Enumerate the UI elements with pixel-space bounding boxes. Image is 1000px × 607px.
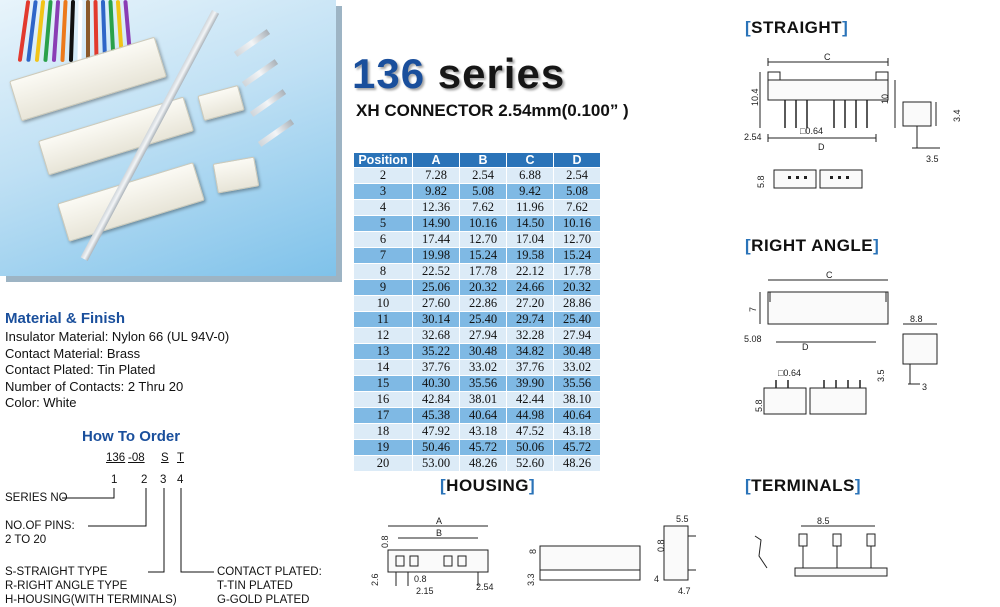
table-cell: 42.84 xyxy=(413,392,460,408)
table-cell: 28.86 xyxy=(554,296,601,312)
table-cell: 2 xyxy=(354,168,413,184)
order-heading: How To Order xyxy=(82,428,181,445)
right-angle-drawing xyxy=(740,268,1000,438)
dim-label: 3.5 xyxy=(876,369,886,382)
series-number: 136 xyxy=(352,50,426,97)
table-cell: 7.28 xyxy=(413,168,460,184)
dim-label: 3.5 xyxy=(926,154,939,164)
dim-label: 3.4 xyxy=(952,109,962,122)
table-cell: 14 xyxy=(354,360,413,376)
table-cell: 15.24 xyxy=(460,248,507,264)
section-terminals: [TERMINALS] xyxy=(745,476,862,495)
table-cell: 40.30 xyxy=(413,376,460,392)
table-cell: 33.02 xyxy=(460,360,507,376)
table-cell: 5 xyxy=(354,216,413,232)
table-cell: 35.56 xyxy=(554,376,601,392)
table-row xyxy=(354,344,601,360)
section-right-angle: [RIGHT ANGLE] xyxy=(745,236,880,255)
table-cell: 22.86 xyxy=(460,296,507,312)
table-cell: 14.50 xyxy=(507,216,554,232)
table-cell: 32.28 xyxy=(507,328,554,344)
straight-drawing xyxy=(740,50,1000,210)
table-row xyxy=(354,248,601,264)
table-cell: 34.82 xyxy=(507,344,554,360)
table-cell: 35.56 xyxy=(460,376,507,392)
table-row xyxy=(354,376,601,392)
table-cell: 25.40 xyxy=(460,312,507,328)
table-cell: 6.88 xyxy=(507,168,554,184)
order-code-part: S xyxy=(161,452,169,464)
order-series-no: SERIES NO xyxy=(5,492,68,504)
table-cell: 48.26 xyxy=(460,456,507,472)
table-cell: 12.36 xyxy=(413,200,460,216)
table-cell: 19 xyxy=(354,440,413,456)
table-header-cell: D xyxy=(554,153,601,168)
table-cell: 30.48 xyxy=(554,344,601,360)
order-index: 2 xyxy=(141,474,148,486)
table-cell: 5.08 xyxy=(460,184,507,200)
table-cell: 11.96 xyxy=(507,200,554,216)
table-cell: 7 xyxy=(354,248,413,264)
table-cell: 45.38 xyxy=(413,408,460,424)
material-line: Contact Material: Brass xyxy=(5,345,141,361)
table-row xyxy=(354,200,601,216)
table-row xyxy=(354,312,601,328)
dim-label: 7 xyxy=(748,306,758,312)
order-plating-line: CONTACT PLATED: xyxy=(217,566,322,578)
table-cell: 35.22 xyxy=(413,344,460,360)
table-row xyxy=(354,456,601,472)
table-cell: 12.70 xyxy=(554,232,601,248)
table-cell: 27.20 xyxy=(507,296,554,312)
section-straight: [STRAIGHT] xyxy=(745,18,849,37)
table-cell: 33.02 xyxy=(554,360,601,376)
order-code-part: 136 xyxy=(106,452,126,464)
dim-label: 0.8 xyxy=(414,574,427,584)
table-cell: 20 xyxy=(354,456,413,472)
table-cell: 12 xyxy=(354,328,413,344)
table-cell: 44.98 xyxy=(507,408,554,424)
dim-label: D xyxy=(818,142,825,152)
table-cell: 32.68 xyxy=(413,328,460,344)
dim-label: 8 xyxy=(528,548,538,554)
table-row xyxy=(354,328,601,344)
dim-label: 2.15 xyxy=(416,586,434,596)
table-header-cell: C xyxy=(507,153,554,168)
dim-label: 2.54 xyxy=(476,582,494,592)
table-cell: 50.06 xyxy=(507,440,554,456)
dim-label: 5.8 xyxy=(754,399,764,412)
table-cell: 7.62 xyxy=(554,200,601,216)
table-row xyxy=(354,392,601,408)
terminals-drawing xyxy=(745,506,895,586)
table-cell: 42.44 xyxy=(507,392,554,408)
dim-label: A xyxy=(436,516,443,526)
table-cell: 17 xyxy=(354,408,413,424)
table-cell: 27.94 xyxy=(460,328,507,344)
table-cell: 37.76 xyxy=(413,360,460,376)
order-type-line: S-STRAIGHT TYPE xyxy=(5,566,108,578)
housing-drawing xyxy=(360,506,710,606)
table-cell: 10 xyxy=(354,296,413,312)
dim-label: C xyxy=(824,52,831,62)
table-cell: 22.12 xyxy=(507,264,554,280)
small-header-photo xyxy=(213,157,260,194)
table-cell: 47.52 xyxy=(507,424,554,440)
table-header-row xyxy=(354,153,601,168)
series-title xyxy=(352,50,565,98)
table-cell: 11 xyxy=(354,312,413,328)
table-cell: 53.00 xyxy=(413,456,460,472)
table-cell: 27.60 xyxy=(413,296,460,312)
table-cell: 37.76 xyxy=(507,360,554,376)
table-cell: 9.82 xyxy=(413,184,460,200)
dim-label: □0.64 xyxy=(778,368,801,378)
dim-label: 3.3 xyxy=(526,573,536,586)
table-cell: 30.14 xyxy=(413,312,460,328)
table-cell: 15 xyxy=(354,376,413,392)
table-cell: 38.01 xyxy=(460,392,507,408)
dim-label: 5.8 xyxy=(756,175,766,188)
dim-label: 10 xyxy=(880,93,890,104)
table-row xyxy=(354,280,601,296)
table-cell: 39.90 xyxy=(507,376,554,392)
dim-label: □0.64 xyxy=(800,126,823,136)
table-cell: 29.74 xyxy=(507,312,554,328)
table-cell: 43.18 xyxy=(554,424,601,440)
dim-label: 10.4 xyxy=(750,88,760,106)
table-cell: 52.60 xyxy=(507,456,554,472)
table-cell: 3 xyxy=(354,184,413,200)
dim-label: 0.8 xyxy=(380,535,390,548)
table-cell: 16 xyxy=(354,392,413,408)
table-cell: 17.78 xyxy=(460,264,507,280)
table-cell: 20.32 xyxy=(460,280,507,296)
series-word: series xyxy=(437,50,566,97)
table-cell: 45.72 xyxy=(554,440,601,456)
table-cell: 20.32 xyxy=(554,280,601,296)
table-cell: 25.06 xyxy=(413,280,460,296)
material-line: Contact Plated: Tin Plated xyxy=(5,362,156,377)
material-heading: Material & Finish xyxy=(5,310,126,327)
order-index: 4 xyxy=(177,474,184,486)
subtitle: XH CONNECTOR 2.54mm(0.100” ) xyxy=(356,101,629,120)
table-cell: 4 xyxy=(354,200,413,216)
table-cell: 14.90 xyxy=(413,216,460,232)
dim-label: 4 xyxy=(654,574,660,584)
table-row xyxy=(354,440,601,456)
dimension-table xyxy=(353,152,601,472)
table-cell: 5.08 xyxy=(554,184,601,200)
table-cell: 19.98 xyxy=(413,248,460,264)
table-row xyxy=(354,168,601,184)
material-line: Insulator Material: Nylon 66 (UL 94V-0) xyxy=(5,329,230,344)
table-cell: 45.72 xyxy=(460,440,507,456)
material-line: Number of Contacts: 2 Thru 20 xyxy=(5,378,184,394)
table-cell: 24.66 xyxy=(507,280,554,296)
order-pins-range: 2 TO 20 xyxy=(5,534,47,546)
table-row xyxy=(354,232,601,248)
table-cell: 8 xyxy=(354,264,413,280)
order-code-part: -08 xyxy=(128,452,145,464)
table-cell: 30.48 xyxy=(460,344,507,360)
table-cell: 10.16 xyxy=(554,216,601,232)
order-index: 3 xyxy=(160,474,167,486)
table-cell: 40.64 xyxy=(554,408,601,424)
table-cell: 10.16 xyxy=(460,216,507,232)
table-cell: 17.44 xyxy=(413,232,460,248)
table-cell: 13 xyxy=(354,344,413,360)
table-cell: 15.24 xyxy=(554,248,601,264)
order-pins-label: NO.OF PINS: xyxy=(5,520,75,532)
table-cell: 17.78 xyxy=(554,264,601,280)
dim-label: 3 xyxy=(922,382,928,392)
order-index: 1 xyxy=(111,474,118,486)
table-cell: 19.58 xyxy=(507,248,554,264)
table-cell: 17.04 xyxy=(507,232,554,248)
product-photo xyxy=(0,0,336,276)
order-code-part: T xyxy=(177,452,185,464)
dim-label: 8.5 xyxy=(817,516,830,526)
order-type-line: R-RIGHT ANGLE TYPE xyxy=(5,580,128,592)
table-row xyxy=(354,216,601,232)
dim-label: D xyxy=(802,342,809,352)
table-cell: 48.26 xyxy=(554,456,601,472)
dim-label: C xyxy=(826,270,833,280)
table-row xyxy=(354,264,601,280)
dim-label: 8.8 xyxy=(910,314,923,324)
table-cell: 50.46 xyxy=(413,440,460,456)
dim-label: 5.5 xyxy=(676,514,689,524)
dim-label: 2.6 xyxy=(370,573,380,586)
table-cell: 47.92 xyxy=(413,424,460,440)
table-cell: 2.54 xyxy=(554,168,601,184)
table-cell: 25.40 xyxy=(554,312,601,328)
table-cell: 22.52 xyxy=(413,264,460,280)
table-cell: 9.42 xyxy=(507,184,554,200)
order-type-line: H-HOUSING(WITH TERMINALS) xyxy=(5,594,177,606)
table-cell: 18 xyxy=(354,424,413,440)
table-cell: 9 xyxy=(354,280,413,296)
table-cell: 27.94 xyxy=(554,328,601,344)
table-cell: 38.10 xyxy=(554,392,601,408)
table-row xyxy=(354,424,601,440)
dim-label: 0.8 xyxy=(656,539,666,552)
table-cell: 40.64 xyxy=(460,408,507,424)
dim-label: 5.08 xyxy=(744,334,762,344)
table-cell: 43.18 xyxy=(460,424,507,440)
table-row xyxy=(354,184,601,200)
table-header-cell: B xyxy=(460,153,507,168)
dim-label: 2.54 xyxy=(744,132,762,142)
order-plating-line: T-TIN PLATED xyxy=(217,580,293,592)
dim-label: B xyxy=(436,528,443,538)
order-plating-line: G-GOLD PLATED xyxy=(217,594,310,606)
dim-label: 4.7 xyxy=(678,586,691,596)
material-line: Color: White xyxy=(5,395,77,410)
table-header-cell: A xyxy=(413,153,460,168)
table-cell: 12.70 xyxy=(460,232,507,248)
table-row xyxy=(354,408,601,424)
table-header-cell: Position xyxy=(354,153,413,168)
table-cell: 2.54 xyxy=(460,168,507,184)
table-row xyxy=(354,360,601,376)
small-housing-photo xyxy=(197,85,244,121)
table-row xyxy=(354,296,601,312)
section-housing: [HOUSING] xyxy=(440,476,536,495)
table-cell: 7.62 xyxy=(460,200,507,216)
table-cell: 6 xyxy=(354,232,413,248)
